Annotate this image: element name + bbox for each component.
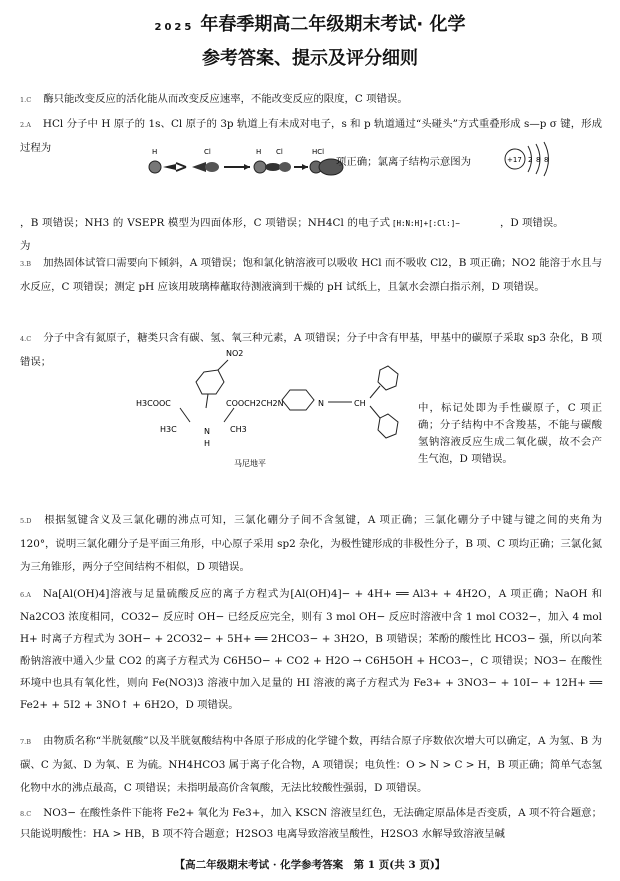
methyl-group-label: H3C [160, 425, 177, 434]
answer-text: ，B 项错误；NH3 的 VSEPR 模型为四面体形，C 项错误；NH4Cl 的电子式为 [20, 217, 390, 252]
answer-number: 5.D [20, 517, 32, 525]
answer-number: 7.B [20, 738, 31, 746]
answer-number: 3.B [20, 260, 31, 268]
answer-5 [20, 509, 602, 579]
nitro-group-label: NO2 [226, 349, 244, 358]
p-orbital-lobe [205, 162, 219, 172]
shell-electrons: 2 [528, 156, 533, 164]
arrow-head-icon [302, 164, 308, 170]
year: 2025 [154, 22, 195, 33]
answer-number: 6.A [20, 591, 31, 599]
title-text: 年春季期高二年级期末考试· 化学 [200, 14, 466, 35]
arrow-icon [176, 163, 186, 171]
answer-text: 中，标记处即为手性碳原子，C 项正确；分子结构中不含羧基，不能与碳酸氢钠溶液反应生成二氧化碳，故不会产生气泡，D 项错误。 [418, 402, 602, 465]
shell-electrons: 8 [544, 156, 549, 164]
benzene-ring [196, 370, 224, 394]
bond-line [218, 360, 228, 370]
answer-number: 4.C [20, 335, 32, 343]
molecule-label-hcl: HCl [312, 148, 325, 156]
hcl-bond-formation-figure [148, 145, 358, 179]
answer-number: 8.C [20, 810, 32, 818]
phenyl-ring [378, 414, 398, 438]
answer-2-cont [336, 151, 516, 174]
atom-label-cl: Cl [276, 148, 283, 156]
p-orbital-lobe [279, 162, 291, 172]
atom-label-cl: Cl [204, 148, 211, 156]
atom-label-h: H [152, 148, 158, 156]
shell-electrons: 8 [536, 156, 541, 164]
page-subtitle: 参考答案、提示及评分细则 [202, 48, 418, 69]
answer-text: 分子中含有氮原子，糖类只含有碳、氢、氧三种元素，A 项错误；分子中含有甲基，甲基中的碳原子采取 sp3 杂化，B 项错误； [20, 332, 602, 368]
bond-line [370, 406, 380, 418]
atom-label-h: H [256, 148, 262, 156]
electron-formula-text: [H:N:H]+[:Cl:]− [392, 219, 460, 228]
methyl-group-label: CH3 [230, 425, 247, 434]
s-orbital [149, 161, 161, 173]
structure-caption: 马尼地平 [234, 459, 266, 468]
answer-number: 2.A [20, 121, 31, 129]
overlap-orbital [265, 163, 281, 171]
answer-number: 1.C [20, 96, 32, 104]
bond-line [224, 408, 234, 422]
manidipine-structure-figure [134, 342, 420, 472]
answer-text: ，D 项错误。 [500, 217, 564, 229]
nh-nitrogen: N [204, 427, 210, 436]
answer-text: 加热固体试管口需要向下倾斜，A 项错误；饱和氯化钠溶液可以吸收 HCl 而不吸收 Cl2，B 项正确；NO2 能溶于水且与水反应，C 项错误；测定 pH 应该用玻璃棒蘸取待测液滴到干燥的 pH 试纸上，且氯水会漂白指示剂，D 项错误。 [20, 257, 602, 293]
answer-2-end [500, 212, 600, 235]
arrow-head-icon [244, 164, 250, 170]
nitrogen-atom: N [318, 399, 324, 408]
answer-text: NO3− 在酸性条件下能将 Fe2+ 氧化为 Fe3+，加入 KSCN 溶液呈红色，无法确定原晶体是否变质，A 项不符合题意；只能说明酸性：HA > HB，B 项不符合题意；H2SO3 电离导致溶液呈酸性，H2SO3 水解导致溶液呈碱 [20, 807, 602, 840]
answer-text: Na[Al(OH)4]溶液与足量硫酸反应的离子方程式为[Al(OH)4]− + 4H+ ══ Al3+ + 4H2O，A 项正确；NaOH 和 Na2CO3 浓度相同，CO32− 反应时 OH− 已经反应完全，则有 3 mol OH− 反应时溶液中含 1 mol CO32−，加入 4 mol H+ 时离子方程式为 3OH− + 2CO32− + 5H+ ══ 2HCO3− + 3H2O，B 项错误；苯酚的酸性比 HCO3− 强，所以向苯酚钠溶液中通入少量 CO2 的离子方程式为 C6H5O− + CO2 + H2O → C6H5OH + HCO3−，C 项错误；NO3− 在酸性环境中也具有氧化性，则向 Fe(NO3)3 溶液中加入足量的 HI 溶液的离子方程式为 Fe3+ + 3NO3− + 10I− + 12H+ ══ Fe2+ + 5I2 + 3NO↑ + 6H2O，D 项错误。 [20, 588, 602, 711]
answer-7 [20, 730, 602, 800]
bond-line [180, 408, 190, 422]
answer-3 [20, 252, 602, 299]
bond-line [370, 386, 380, 398]
nuclear-charge: +17 [507, 156, 522, 164]
piperazine-ring [282, 390, 314, 410]
answer-text: 由物质名称“半胱氨酸”以及半胱氨酸结构中各原子形成的化学键个数，再结合原子序数依次增大可以确定，A 为氢、B 为碳、C 为氮、D 为氧、E 为硫。NH4HCO3 属于离子化合物，A 项错误；电负性：O > N > C > H，B 项正确；简单气态氢化物中水的沸点最高，C 项错误；未指明最高价含氧酸，无法比较酸性强弱，D 项错误。 [20, 735, 602, 794]
answer-4-cont [418, 400, 602, 468]
bond-line [206, 394, 208, 408]
methine-group: CH [354, 399, 366, 408]
nh-hydrogen: H [204, 439, 211, 448]
answer-6 [20, 583, 602, 716]
answer-text: 项正确；氯离子结构示意图为 [336, 156, 472, 168]
phenyl-ring [378, 366, 398, 390]
answer-text: HCl 分子中 H 原子的 1s、Cl 原子的 3p 轨道上有未成对电子，s 和 p 轨道通过“头碰头”方式重叠形成 s—p σ 键，形成过程为 [20, 118, 602, 154]
nh4cl-electron-formula [390, 208, 500, 238]
chloride-ion-structure-diagram [502, 140, 560, 178]
answer-text: 根据氢键含义及三氯化硼的沸点可知，三氯化硼分子间不含氢键，A 项正确；三氯化硼分子中键与键之间的夹角为 120°，说明三氯化硼分子是平面三角形，中心原子采用 sp2 杂化，为极性键形成的非极性分子，B 项、C 项均正确；三氯化氮为三角锥形，两分子空间结构不相似，D 项错误。 [20, 514, 602, 573]
p-orbital-lobe [192, 162, 206, 172]
answer-8 [20, 803, 602, 844]
page-title [0, 10, 620, 36]
answer-text: 酶只能改变反应的活化能从而改变反应速率，不能改变反应的限度，C 项错误。 [43, 93, 408, 105]
p-orbital-lobe [163, 164, 176, 170]
ester-group-label: H3COOC [136, 399, 171, 408]
s-orbital [254, 161, 266, 173]
ester-chain-label: COOCH2CH2N [226, 399, 284, 408]
page-footer: 【高二年级期末考试 · 化学参考答案 第 1 页(共 3 页)】 [174, 859, 446, 871]
answer-1 [20, 88, 602, 112]
